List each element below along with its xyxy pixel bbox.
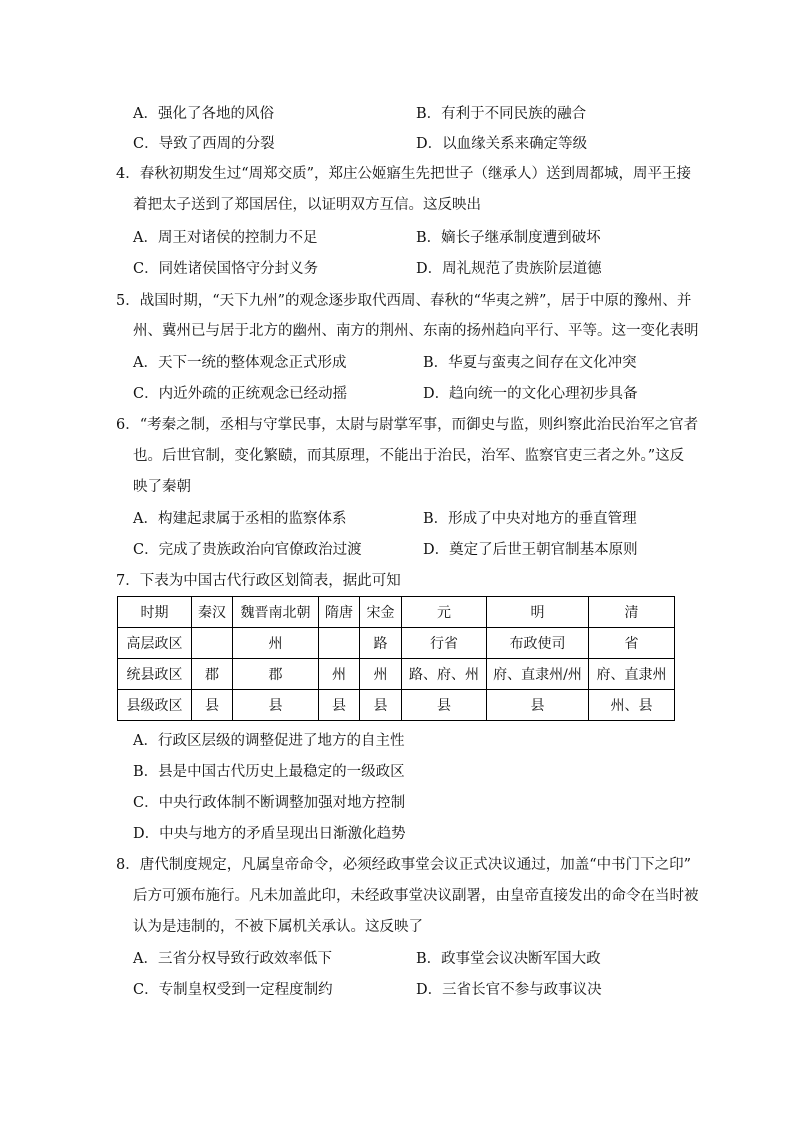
- table-cell: 高层政区: [118, 628, 192, 659]
- table-cell: 州、县: [589, 690, 675, 721]
- q7-stem: 7．下表为中国古代行政区划简表，据此可知: [116, 573, 401, 589]
- table-header-cell: 元: [402, 597, 487, 628]
- q6-stem-line3: 映了秦朝: [133, 479, 191, 495]
- q8-option-c: C．专制皇权受到一定程度制约: [133, 982, 333, 998]
- table-header-cell: 隋唐: [319, 597, 360, 628]
- table-cell: 统县政区: [118, 659, 192, 690]
- table-cell: 省: [589, 628, 675, 659]
- table-header-cell: 明: [487, 597, 589, 628]
- q5-option-b: B．华夏与蛮夷之间存在文化冲突: [423, 355, 637, 371]
- q6-stem-line1: 6．“考秦之制，丞相与守掌民事，太尉与尉掌军事，而御史与监，则纠察此治民治军之官者: [116, 417, 699, 433]
- table-cell: 县级政区: [118, 690, 192, 721]
- q6-option-b: B．形成了中央对地方的垂直管理: [423, 511, 637, 527]
- q6-option-a: A．构建起隶属于丞相的监察体系: [133, 511, 347, 527]
- q8-stem-line3: 认为是违制的，不被下属机关承认。这反映了: [133, 919, 423, 935]
- table-cell: 县: [192, 690, 233, 721]
- q3-option-d: D．以血缘关系来确定等级: [416, 136, 588, 152]
- q7-option-a: A．行政区层级的调整促进了地方的自主性: [133, 733, 405, 749]
- table-cell: 县: [487, 690, 589, 721]
- table-cell: 府、直隶州/州: [487, 659, 589, 690]
- q7-option-b: B．县是中国古代历史上最稳定的一级政区: [133, 764, 405, 780]
- q5-stem-line1: 5．战国时期，“天下九州”的观念逐步取代西周、春秋的“华夷之辨”，居于中原的豫州、并: [116, 293, 692, 309]
- q3-option-c: C．导致了西周的分裂: [133, 136, 275, 152]
- q4-stem-line2: 着把太子送到了郑国居住，以证明双方互信。这反映出: [133, 197, 481, 213]
- q4-stem-line1: 4．春秋初期发生过“周郑交质”，郑庄公姬寤生先把世子（继承人）送到周都城，周平王接: [116, 166, 692, 182]
- q8-option-d: D．三省长官不参与政事议决: [416, 982, 602, 998]
- q4-option-d: D．周礼规范了贵族阶层道德: [416, 261, 602, 277]
- q4-option-c: C．同姓诸侯国恪守分封义务: [133, 261, 319, 277]
- q5-option-a: A．天下一统的整体观念正式形成: [133, 355, 347, 371]
- table-cell: 行省: [402, 628, 487, 659]
- table-cell: 州: [360, 659, 402, 690]
- table-cell: 县: [233, 690, 319, 721]
- table-cell: [192, 628, 233, 659]
- table-cell: 布政使司: [487, 628, 589, 659]
- table-cell: 郡: [192, 659, 233, 690]
- table-cell: 路: [360, 628, 402, 659]
- q6-option-d: D．奠定了后世王朝官制基本原则: [423, 542, 638, 558]
- q8-option-b: B．政事堂会议决断军国大政: [416, 951, 601, 967]
- q3-option-a: A．强化了各地的风俗: [133, 106, 274, 122]
- table-header-cell: 清: [589, 597, 675, 628]
- q5-option-c: C．内近外疏的正统观念已经动摇: [133, 386, 348, 402]
- q7-option-d: D．中央与地方的矛盾呈现出日渐激化趋势: [133, 826, 406, 842]
- q6-option-c: C．完成了贵族政治向官僚政治过渡: [133, 542, 362, 558]
- table-cell: 州: [233, 628, 319, 659]
- table-cell: 州: [319, 659, 360, 690]
- table-header-cell: 魏晋南北朝: [233, 597, 319, 628]
- q8-stem-line1: 8．唐代制度规定，凡属皇帝命令，必须经政事堂会议正式决议通过，加盖“中书门下之印”: [116, 857, 692, 873]
- table-row: [118, 628, 675, 659]
- table-header-cell: 秦汉: [192, 597, 233, 628]
- table-row: [118, 659, 675, 690]
- table-cell: 府、直隶州: [589, 659, 675, 690]
- q4-option-b: B．嫡长子继承制度遭到破坏: [416, 230, 601, 246]
- q4-option-a: A．周王对诸侯的控制力不足: [133, 230, 318, 246]
- table-row: [118, 690, 675, 721]
- table-cell: 县: [360, 690, 402, 721]
- q6-stem-line2: 也。后世官制，变化繁赜，而其原理，不能出于治民，治军、监察官吏三者之外。”这反: [133, 448, 685, 464]
- q3-option-b: B．有利于不同民族的融合: [416, 106, 587, 122]
- table-header-row: [118, 597, 675, 628]
- q5-option-d: D．趋向统一的文化心理初步具备: [423, 386, 638, 402]
- table-cell: 郡: [233, 659, 319, 690]
- table-cell: 路、府、州: [402, 659, 487, 690]
- q8-stem-line2: 后方可颁布施行。凡未加盖此印，未经政事堂决议副署，由皇帝直接发出的命令在当时被: [133, 888, 699, 904]
- q8-option-a: A．三省分权导致行政效率低下: [133, 951, 332, 967]
- q7-option-c: C．中央行政体制不断调整加强对地方控制: [133, 795, 406, 811]
- table-cell: 县: [402, 690, 487, 721]
- table-header-cell: 时期: [118, 597, 192, 628]
- q5-stem-line2: 州、冀州已与居于北方的幽州、南方的荆州、东南的扬州趋向平行、平等。这一变化表明: [133, 323, 699, 339]
- table-cell: [319, 628, 360, 659]
- admin-division-table: [117, 596, 675, 721]
- table-cell: 县: [319, 690, 360, 721]
- table-header-cell: 宋金: [360, 597, 402, 628]
